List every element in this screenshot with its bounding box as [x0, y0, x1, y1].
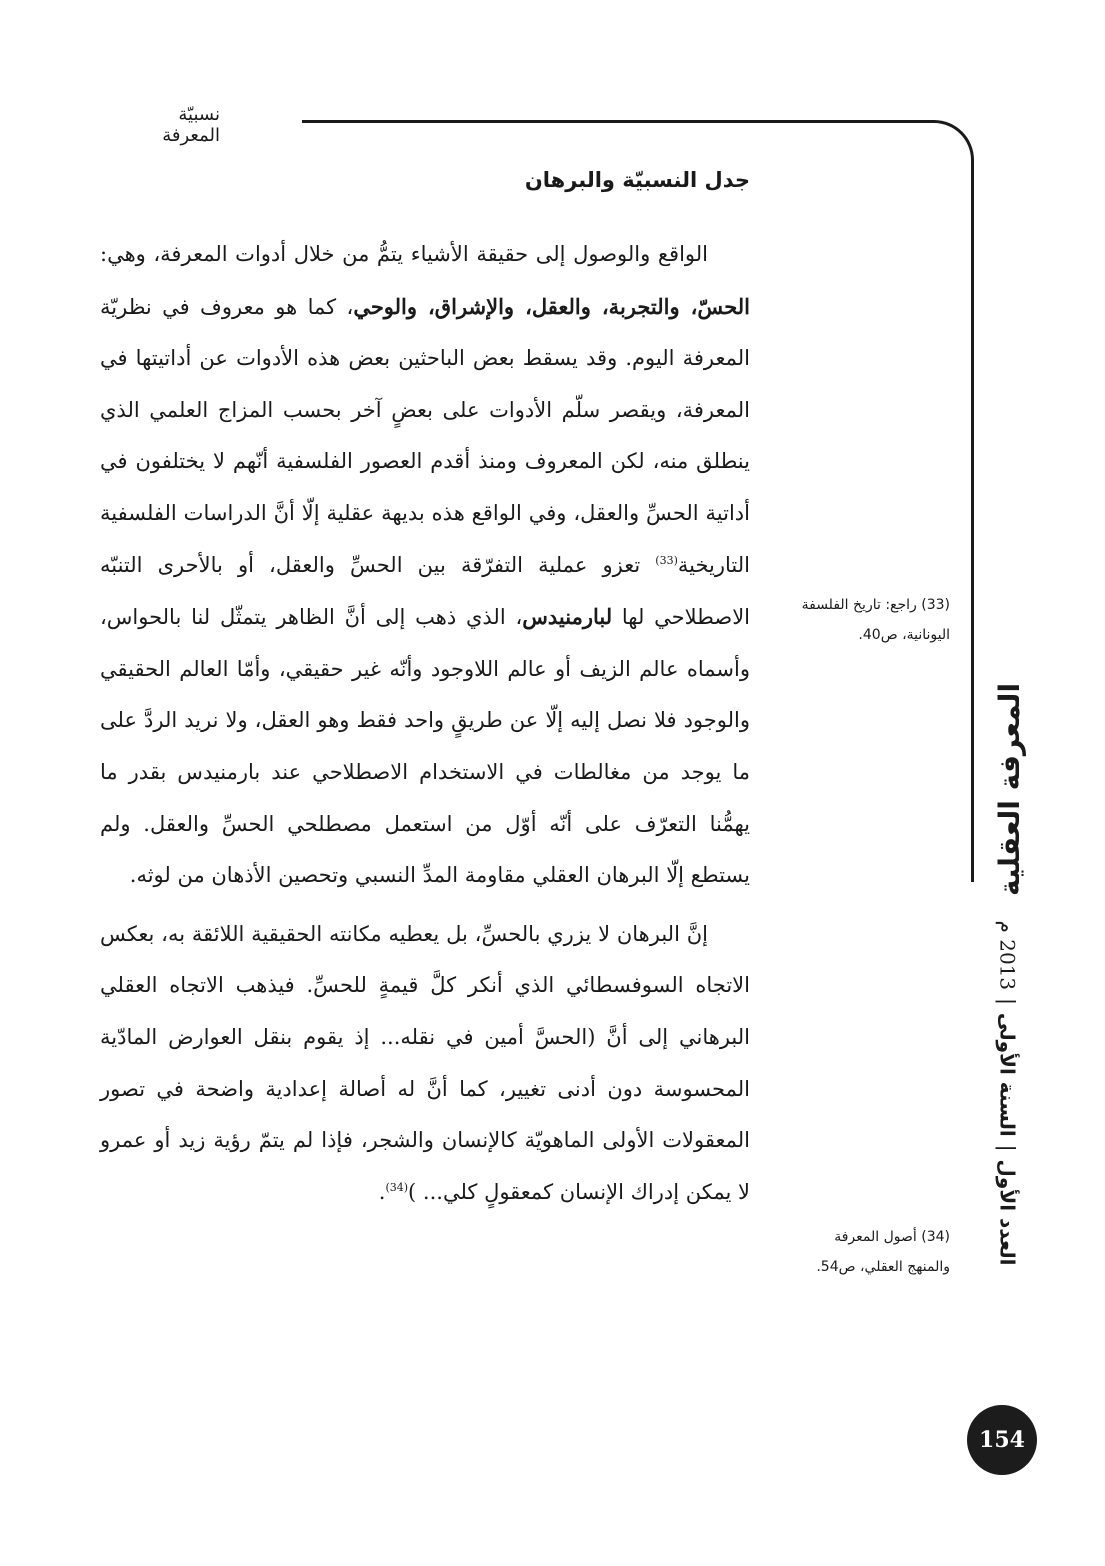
footnote-ref-33[interactable]: (33) — [655, 553, 678, 567]
p1-text-b: ، كما هو معروف في نظريّة المعرفة اليوم. وقد يسقط بعض الباحثين بعض هذه الأدوات عن أداتيتها في المعرفة، ويقصر سلّم الأدوات على بعضٍ آخر بحسب المزاج العلمي الذي ينطلق منه، لكن المعروف ومنذ أقدم العصور الفلسفية أنّهم لا يختلفون في أداتية الحسِّ والعقل، وفي الواقع هذه بديهة عقلية إلّا أنَّ الدراسات الفلسفية التاريخية — [100, 294, 750, 577]
issue-info — [976, 919, 1040, 1266]
p1-text-d: ، الذي ذهب إلى أنَّ الظاهر يتمثّل لنا بالحواس، وأسماه عالم الزيف أو عالم اللاوجود وأنّه غير حقيقي، وأمّا العالم الحقيقي والوجود فلا نصل إليه إلّا عن طريقٍ واحد فقط وهو العقل، ولا نريد الردَّ على ما يوجد من مغالطات في الاستخدام الاصطلاحي عند بارمنيدس بقدر ما يهمُّنا التعرّف على أنّه أوّل من استعمل مصطلحي الحسِّ والعقل. ولم يستطع إلّا البرهان العقلي مقاومة المدِّ النسبي وتحصين الأذهان من لوثه. — [100, 605, 750, 888]
issue-separator: | — [996, 1144, 1020, 1152]
issue-date: 2013 م — [996, 919, 1020, 990]
journal-logo — [978, 682, 1042, 896]
footnote-34: (34) أصول المعرفة والمنهج العقلي، ص54. — [816, 1229, 950, 1275]
p1-text-a: الواقع والوصول إلى حقيقة الأشياء يتمُّ من خلال أدوات المعرفة، وهي: — [100, 242, 708, 266]
paragraph-1 — [100, 229, 750, 902]
section-heading: جدل النسبيّة والبرهان — [524, 168, 750, 192]
running-title: نسبيّة المعرفة — [162, 104, 220, 146]
p1-bold-parmenides: لبارمنيدس — [522, 604, 613, 630]
issue-number: العدد الأول — [996, 1159, 1020, 1266]
p1-bold-tools: الحسّ، والتجربة، والعقل، والإشراق، والوحي — [353, 293, 750, 319]
issue-info-text — [996, 920, 1020, 1265]
body-text — [100, 229, 750, 1218]
footnote-ref-34[interactable]: (34) — [385, 1180, 409, 1194]
issue-separator-2: | — [996, 997, 1020, 1005]
p1-text-c: تعزو عملية التفرّقة بين الحسِّ والعقل، أو بالأحرى التنبّه الاصطلاحي لها — [100, 552, 751, 630]
journal-logo-text: المعرفة العقلية — [993, 682, 1027, 896]
p2-text-end: . — [378, 1179, 386, 1204]
footnote-33: (33) راجع: تاريخ الفلسفة اليونانية، ص40. — [801, 597, 950, 643]
page-number-badge: 154 — [967, 1405, 1037, 1475]
issue-year-label: السنة الأولى — [996, 1012, 1020, 1137]
p2-text-a: إنَّ البرهان لا يزري بالحسِّ، بل يعطيه مكانته الحقيقية اللائقة به، بعكس الاتجاه السوفسطائي الذي أنكر كلَّ قيمةٍ للحسِّ. فيذهب الاتجاه العقلي البرهاني إلى أنَّ (الحسَّ أمين في نقله... إذ يقوم بنقل العوارض المادّية المحسوسة دون أدنى تغيير، كما أنَّ له أصالة إعدادية واضحة في تصور المعقولات الأولى الماهويّة كالإنسان والشجر، فإذا لم يتمّ رؤية زيد أو عمرو لا يمكن إدراك الإنسان كمعقولٍ كلي... ) — [100, 921, 750, 1204]
paragraph-2 — [100, 909, 750, 1219]
